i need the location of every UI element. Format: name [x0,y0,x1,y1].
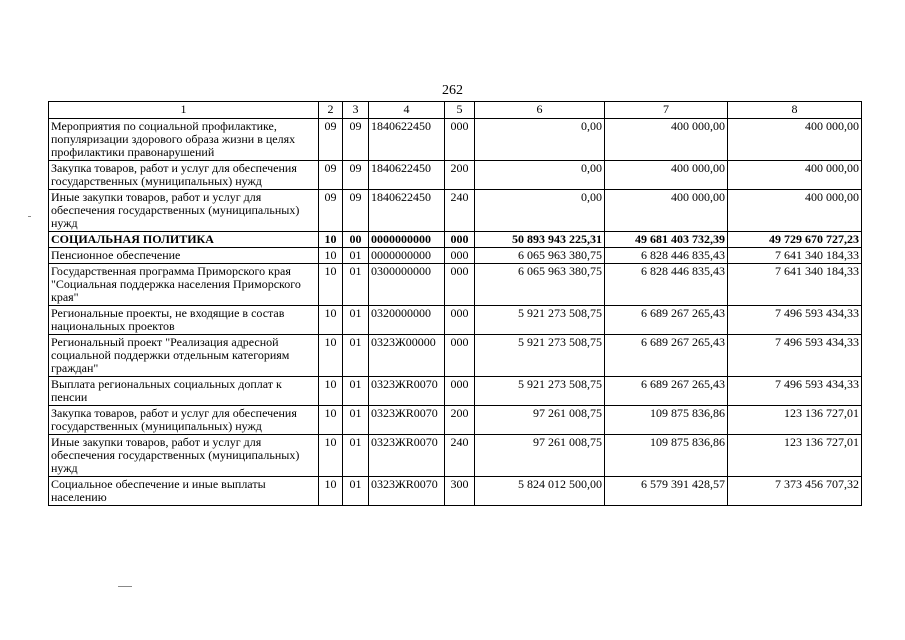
row-name-cell: Пенсионное обеспечение [49,248,319,264]
row-amount-col6-cell: 97 261 008,75 [475,406,605,435]
table-row [49,232,862,248]
row-section-cell: 10 [319,435,343,477]
row-subsection-cell: 01 [343,377,369,406]
budget-table [48,101,862,506]
row-target-article-cell: 1840622450 [369,190,445,232]
row-expense-type-cell: 000 [445,119,475,161]
row-target-article-cell: 1840622450 [369,161,445,190]
row-name-cell: Региональные проекты, не входящие в состав национальных проектов [49,306,319,335]
row-subsection-cell: 01 [343,264,369,306]
row-amount-col7-cell: 109 875 836,86 [605,406,728,435]
row-name-cell: Государственная программа Приморского края "Социальная поддержка населения Приморского края" [49,264,319,306]
row-target-article-cell: 0000000000 [369,232,445,248]
row-amount-col8-cell: 7 373 456 707,32 [728,477,862,506]
row-target-article-cell: 0323ЖR0070 [369,406,445,435]
row-section-cell: 10 [319,406,343,435]
table-row [49,477,862,506]
row-expense-type-cell: 240 [445,190,475,232]
row-amount-col8-cell: 400 000,00 [728,119,862,161]
row-amount-col7-cell: 6 689 267 265,43 [605,306,728,335]
row-name-cell: Иные закупки товаров, работ и услуг для обеспечения государственных (муниципальных) нужд [49,190,319,232]
row-amount-col8-cell: 400 000,00 [728,190,862,232]
row-name-cell: Мероприятия по социальной профилактике, популяризации здорового образа жизни в целях профилактики правонарушений [49,119,319,161]
row-amount-col7-cell: 6 828 446 835,43 [605,264,728,306]
row-subsection-cell: 09 [343,119,369,161]
row-target-article-cell: 0300000000 [369,264,445,306]
header-col-6: 6 [475,102,605,119]
header-col-2: 2 [319,102,343,119]
row-target-article-cell: 0000000000 [369,248,445,264]
row-section-cell: 10 [319,335,343,377]
row-amount-col8-cell: 123 136 727,01 [728,435,862,477]
table-row [49,335,862,377]
table-row [49,264,862,306]
row-subsection-cell: 01 [343,435,369,477]
row-subsection-cell: 01 [343,477,369,506]
row-section-cell: 10 [319,232,343,248]
row-amount-col6-cell: 0,00 [475,119,605,161]
row-subsection-cell: 01 [343,335,369,377]
row-expense-type-cell: 200 [445,406,475,435]
row-amount-col7-cell: 49 681 403 732,39 [605,232,728,248]
row-amount-col8-cell: 400 000,00 [728,161,862,190]
row-subsection-cell: 01 [343,248,369,264]
row-subsection-cell: 09 [343,161,369,190]
row-name-cell: Закупка товаров, работ и услуг для обеспечения государственных (муниципальных) нужд [49,406,319,435]
row-section-cell: 10 [319,248,343,264]
row-amount-col7-cell: 6 579 391 428,57 [605,477,728,506]
table-body [49,119,862,506]
row-amount-col6-cell: 6 065 963 380,75 [475,248,605,264]
row-amount-col7-cell: 400 000,00 [605,119,728,161]
row-expense-type-cell: 000 [445,377,475,406]
row-section-cell: 10 [319,377,343,406]
scan-artifact-mark [28,216,31,217]
row-name-cell: Иные закупки товаров, работ и услуг для обеспечения государственных (муниципальных) нужд [49,435,319,477]
table-row [49,119,862,161]
row-target-article-cell: 0323ЖR0070 [369,377,445,406]
header-col-5: 5 [445,102,475,119]
row-amount-col6-cell: 0,00 [475,190,605,232]
row-name-cell: Выплата региональных социальных доплат к пенсии [49,377,319,406]
row-amount-col8-cell: 7 496 593 434,33 [728,377,862,406]
header-col-1: 1 [49,102,319,119]
row-amount-col7-cell: 6 828 446 835,43 [605,248,728,264]
row-expense-type-cell: 000 [445,248,475,264]
row-amount-col7-cell: 6 689 267 265,43 [605,377,728,406]
table-row [49,161,862,190]
row-amount-col6-cell: 5 921 273 508,75 [475,335,605,377]
row-expense-type-cell: 240 [445,435,475,477]
header-col-4: 4 [369,102,445,119]
row-amount-col8-cell: 123 136 727,01 [728,406,862,435]
table-row [49,377,862,406]
row-subsection-cell: 00 [343,232,369,248]
row-amount-col6-cell: 5 921 273 508,75 [475,306,605,335]
row-subsection-cell: 01 [343,306,369,335]
row-amount-col7-cell: 109 875 836,86 [605,435,728,477]
row-amount-col8-cell: 7 496 593 434,33 [728,335,862,377]
page-number: 262 [442,83,463,98]
row-target-article-cell: 0323Ж00000 [369,335,445,377]
row-name-cell: СОЦИАЛЬНАЯ ПОЛИТИКА [49,232,319,248]
footer-rule [118,586,132,587]
header-row [49,102,862,119]
row-amount-col6-cell: 5 824 012 500,00 [475,477,605,506]
table-row [49,435,862,477]
row-expense-type-cell: 000 [445,264,475,306]
row-name-cell: Социальное обеспечение и иные выплаты населению [49,477,319,506]
table-row [49,190,862,232]
row-amount-col8-cell: 7 496 593 434,33 [728,306,862,335]
row-subsection-cell: 01 [343,406,369,435]
row-target-article-cell: 0323ЖR0070 [369,435,445,477]
row-amount-col7-cell: 400 000,00 [605,190,728,232]
row-amount-col6-cell: 50 893 943 225,31 [475,232,605,248]
table-row [49,306,862,335]
row-expense-type-cell: 200 [445,161,475,190]
row-target-article-cell: 0323ЖR0070 [369,477,445,506]
row-amount-col6-cell: 0,00 [475,161,605,190]
row-expense-type-cell: 000 [445,232,475,248]
table-row [49,406,862,435]
row-subsection-cell: 09 [343,190,369,232]
row-section-cell: 09 [319,161,343,190]
row-expense-type-cell: 300 [445,477,475,506]
row-amount-col6-cell: 97 261 008,75 [475,435,605,477]
row-section-cell: 10 [319,264,343,306]
header-col-3: 3 [343,102,369,119]
row-amount-col6-cell: 5 921 273 508,75 [475,377,605,406]
row-amount-col8-cell: 7 641 340 184,33 [728,248,862,264]
row-amount-col7-cell: 6 689 267 265,43 [605,335,728,377]
row-amount-col6-cell: 6 065 963 380,75 [475,264,605,306]
table-row [49,248,862,264]
row-expense-type-cell: 000 [445,306,475,335]
row-section-cell: 09 [319,190,343,232]
row-amount-col8-cell: 7 641 340 184,33 [728,264,862,306]
row-section-cell: 09 [319,119,343,161]
row-target-article-cell: 1840622450 [369,119,445,161]
header-col-8: 8 [728,102,862,119]
row-name-cell: Региональный проект "Реализация адресной социальной поддержки отдельным категориям граждан" [49,335,319,377]
row-amount-col8-cell: 49 729 670 727,23 [728,232,862,248]
row-section-cell: 10 [319,477,343,506]
row-expense-type-cell: 000 [445,335,475,377]
row-target-article-cell: 0320000000 [369,306,445,335]
row-name-cell: Закупка товаров, работ и услуг для обеспечения государственных (муниципальных) нужд [49,161,319,190]
row-amount-col7-cell: 400 000,00 [605,161,728,190]
row-section-cell: 10 [319,306,343,335]
header-col-7: 7 [605,102,728,119]
